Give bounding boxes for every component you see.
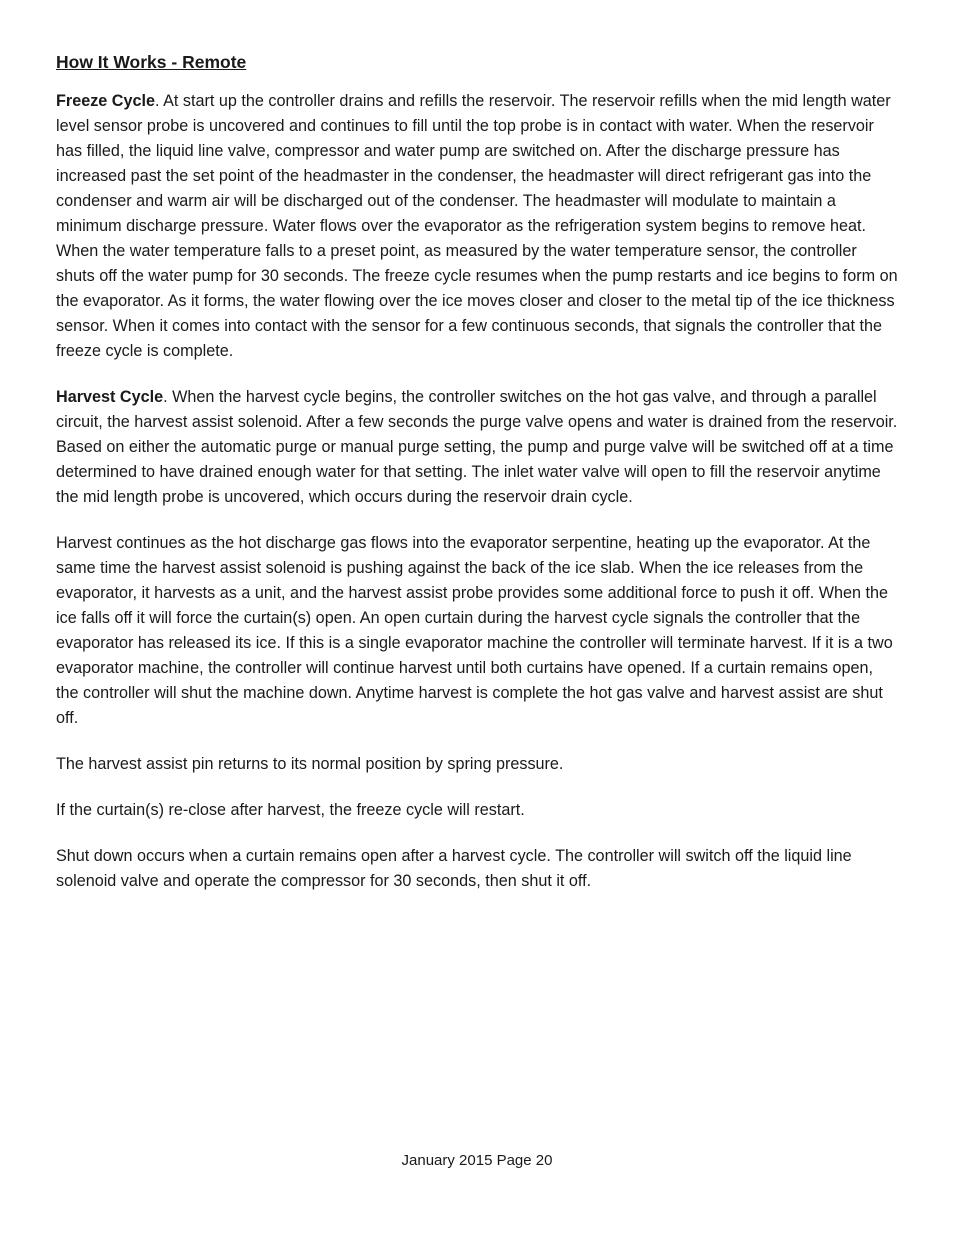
page-footer: January 2015 Page 20 [401, 1152, 553, 1169]
harvest-assist-pin-paragraph: The harvest assist pin returns to its normal position by spring pressure. [56, 755, 564, 773]
freeze-cycle-paragraph [56, 89, 898, 364]
harvest-cycle-heading: Harvest Cycle [56, 388, 164, 406]
document-body [56, 50, 898, 915]
curtain-reclose-paragraph: If the curtain(s) re-close after harvest, the freeze cycle will restart. [56, 801, 525, 819]
freeze-cycle-text: . At start up the controller drains and refills the reservoir. The reservoir refills when the mid length water level sensor probe is uncovered and continues to fill until the top probe is in contact with water. When the reservoir has filled, the liquid line valve, compressor and water pump are switched on. After the discharge pressure has increased past the set point of the headmaster in the condenser, the headmaster will direct refrigerant gas into the condenser and warm air will be discharged out of the condenser. The headmaster will modulate to maintain a minimum discharge pressure. Water flows over the evaporator as the refrigeration system begins to remove heat. When the water temperature falls to a preset point, as measured by the water temperature sensor, the controller shuts off the water pump for 30 seconds. The freeze cycle resumes when the pump restarts and ice begins to form on the evaporator. As it forms, the water flowing over the ice moves closer and closer to the metal tip of the ice thickness sensor. When it comes into contact with the sensor for a few continuous seconds, that signals the controller that the freeze cycle is complete. [56, 92, 898, 360]
harvest-cycle-text: . When the harvest cycle begins, the controller switches on the hot gas valve, and through a parallel circuit, the harvest assist solenoid. After a few seconds the purge valve opens and water is drained from the reservoir. Based on either the automatic purge or manual purge setting, the pump and purge valve will be switched off at a time determined to have drained enough water for that setting. The inlet water valve will open to fill the reservoir anytime the mid length probe is uncovered, which occurs during the reservoir drain cycle. [56, 388, 898, 506]
freeze-cycle-heading: Freeze Cycle [56, 92, 155, 110]
shut-down-paragraph: Shut down occurs when a curtain remains open after a harvest cycle. The controller will switch off the liquid line solenoid valve and operate the compressor for 30 seconds, then shut it off. [56, 847, 852, 890]
page-title: How It Works - Remote [56, 52, 247, 72]
harvest-continues-paragraph: Harvest continues as the hot discharge gas flows into the evaporator serpentine, heating up the evaporator. At the same time the harvest assist solenoid is pushing against the back of the ice slab. When the ice releases from the evaporator, it harvests as a unit, and the harvest assist probe provides some additional force to push it off. When the ice falls off it will force the curtain(s) open. An open curtain during the harvest cycle signals the controller that the evaporator has released its ice. If this is a single evaporator machine the controller will terminate harvest. If it is a two evaporator machine, the controller will continue harvest until both curtains have opened. If a curtain remains open, the controller will shut the machine down. Anytime harvest is complete the hot gas valve and harvest assist are shut off. [56, 534, 893, 727]
harvest-cycle-paragraph [56, 385, 898, 510]
